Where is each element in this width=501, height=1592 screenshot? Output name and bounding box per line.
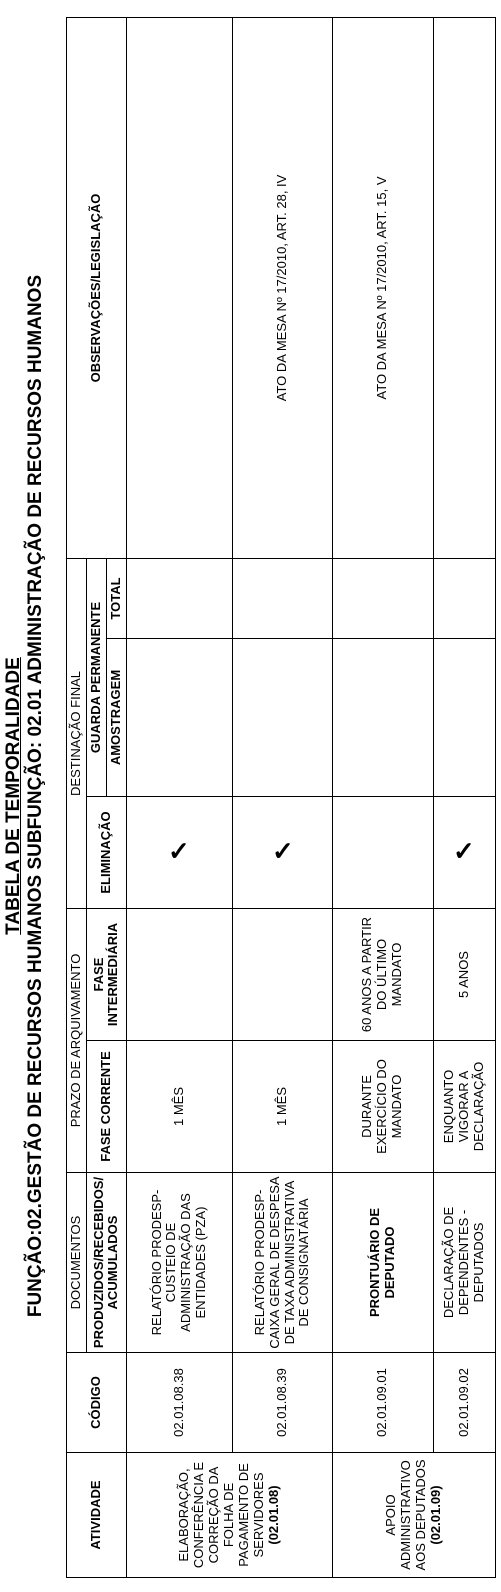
atividade-code: (02.01.08) <box>265 1485 281 1545</box>
col-header-prazo-group: PRAZO DE ARQUIVAMENTO <box>67 908 87 1172</box>
atividade-cell <box>126 1453 332 1578</box>
eliminacao-cell <box>333 796 433 908</box>
total-cell <box>333 558 433 638</box>
eliminacao-cell <box>232 796 332 908</box>
fase-intermediaria-cell: 5 ANOS <box>433 908 495 1040</box>
col-header-total: TOTAL <box>106 558 126 638</box>
total-cell <box>433 558 495 638</box>
document-title: TABELA DE TEMPORALIDADE <box>3 657 24 935</box>
col-header-eliminacao: ELIMINAÇÃO <box>86 796 126 908</box>
col-header-codigo: CÓDIGO <box>67 1353 127 1453</box>
col-header-guarda-permanente: GUARDA PERMANENTE <box>86 558 106 796</box>
col-header-documentos-group: DOCUMENTOS <box>67 1173 87 1353</box>
table-row <box>232 17 332 1577</box>
documento-cell: RELATÓRIO PRODESP- CUSTEIO DE ADMINISTRAÇÃO DAS ENTIDADES (PZA) <box>126 1173 232 1353</box>
col-header-observacoes: OBSERVAÇÕES/LEGISLAÇÃO <box>67 17 127 558</box>
observacoes-cell: ATO DA MESA Nº 17/2010, ART. 15, V <box>333 17 433 558</box>
codigo-cell: 02.01.09.01 <box>333 1353 433 1453</box>
atividade-cell <box>333 1453 496 1578</box>
temporality-table <box>66 17 496 1578</box>
fase-corrente-cell: 1 MÊS <box>126 1041 232 1173</box>
atividade-text: ELABORAÇÃO, CONFERÊNCIA E CORREÇÃO DA FOLHA DE PAGAMENTO DE SERVIDORES <box>176 1461 266 1569</box>
col-header-destinacao-group: DESTINAÇÃO FINAL <box>67 558 87 908</box>
fase-intermediaria-cell <box>232 908 332 1040</box>
codigo-cell: 02.01.08.39 <box>232 1353 332 1453</box>
total-cell <box>126 558 232 638</box>
table-row <box>333 17 433 1577</box>
observacoes-cell <box>433 17 495 558</box>
documento-cell: DECLARAÇÃO DE DEPENDENTES - DEPUTADOS <box>433 1173 495 1353</box>
document-subtitle: FUNÇÃO:02.GESTÃO DE RECURSOS HUMANOS SUBFUNÇÃO: 02.01 ADMINISTRAÇÃO DE RECURSOS HUMANOS <box>25 274 46 1318</box>
fase-corrente-cell: ENQUANTO VIGORAR A DECLARAÇÃO <box>433 1041 495 1173</box>
total-cell <box>232 558 332 638</box>
col-header-documentos: PRODUZIDOS/RECEBIDOS/ ACUMULADOS <box>86 1173 126 1353</box>
codigo-cell: 02.01.09.02 <box>433 1353 495 1453</box>
documento-cell: RELATÓRIO PRODESP- CAIXA GERAL DE DESPESA DE TAXA ADMINISTRATIVA DE CONSIGNATÁRIA <box>232 1173 332 1353</box>
fase-corrente-cell: DURANTE EXERCÍCIO DO MANDATO <box>333 1041 433 1173</box>
checkmark-icon: ✓ <box>271 836 294 867</box>
observacoes-cell: ATO DA MESA Nº 17/2010, ART. 28, IV <box>232 17 332 558</box>
fase-intermediaria-cell: 60 ANOS A PARTIR DO ÚLTIMO MANDATO <box>333 908 433 1040</box>
documento-cell: PRONTUÁRIO DE DEPUTADO <box>333 1173 433 1353</box>
amostragem-cell <box>333 638 433 796</box>
amostragem-cell <box>433 638 495 796</box>
checkmark-icon: ✓ <box>453 836 476 867</box>
amostragem-cell <box>126 638 232 796</box>
observacoes-cell <box>126 17 232 558</box>
amostragem-cell <box>232 638 332 796</box>
col-header-fase-intermediaria: FASE INTERMEDIÁRIA <box>86 908 126 1040</box>
eliminacao-cell <box>433 796 495 908</box>
checkmark-icon: ✓ <box>168 836 191 867</box>
atividade-text: APOIO ADMINISTRATIVO AOS DEPUTADOS <box>383 1459 429 1571</box>
codigo-cell: 02.01.08.38 <box>126 1353 232 1453</box>
atividade-code: (02.01.09) <box>428 1485 444 1545</box>
col-header-atividade: ATIVIDADE <box>67 1453 127 1578</box>
eliminacao-cell <box>126 796 232 908</box>
fase-corrente-cell: 1 MÊS <box>232 1041 332 1173</box>
col-header-amostragem: AMOSTRAGEM <box>106 638 126 796</box>
table-row <box>126 17 232 1577</box>
table-row <box>433 17 495 1577</box>
col-header-fase-corrente: FASE CORRENTE <box>86 1041 126 1173</box>
fase-intermediaria-cell <box>126 908 232 1040</box>
